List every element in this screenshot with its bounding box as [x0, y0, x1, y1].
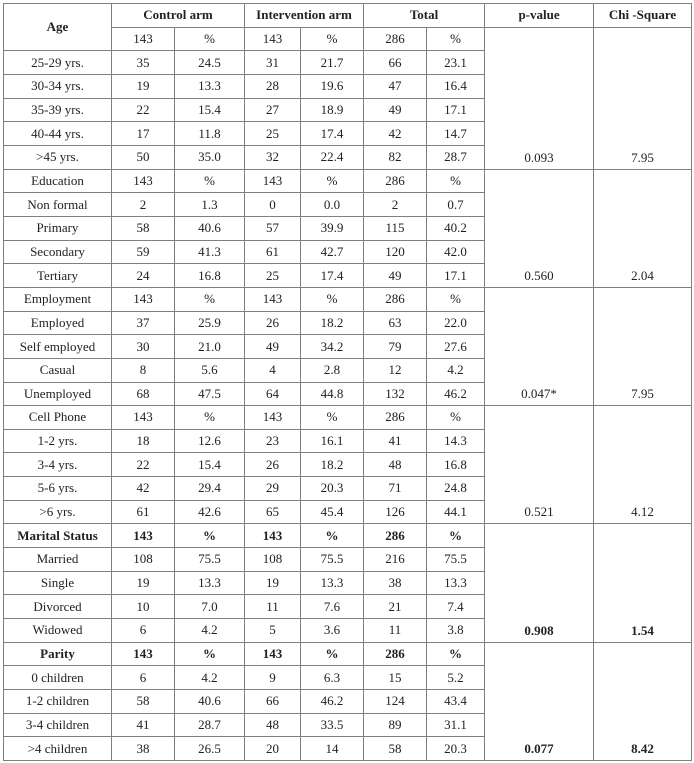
table-cell: 35 — [112, 51, 175, 75]
table-cell: 28 — [245, 74, 301, 98]
table-cell: 21.7 — [301, 51, 364, 75]
section-header-cell: 143 — [245, 524, 301, 548]
table-cell: 20.3 — [301, 477, 364, 501]
row-label: >45 yrs. — [4, 145, 112, 169]
table-cell: 49 — [364, 98, 427, 122]
section-header-cell: % — [427, 169, 485, 193]
table-cell: 16.1 — [301, 429, 364, 453]
header-row — [4, 4, 692, 28]
table-cell: 26.5 — [175, 737, 245, 761]
row-label: 25-29 yrs. — [4, 51, 112, 75]
table-cell: 75.5 — [175, 548, 245, 572]
table-cell: 10 — [112, 595, 175, 619]
section-header-cell: % — [301, 169, 364, 193]
row-label: 3-4 children — [4, 713, 112, 737]
table-cell: 89 — [364, 713, 427, 737]
table-cell: 25 — [245, 122, 301, 146]
table-cell: 22 — [112, 98, 175, 122]
table-cell: 42 — [364, 122, 427, 146]
subheader-cell: % — [175, 27, 245, 51]
section-header-row — [4, 406, 692, 430]
table-cell: 48 — [364, 453, 427, 477]
subheader-cell: 143 — [112, 27, 175, 51]
section-pvalue: 0.047* — [485, 287, 594, 405]
table-cell: 40.6 — [175, 690, 245, 714]
section-header-cell: % — [427, 642, 485, 666]
table-cell: 17.4 — [301, 264, 364, 288]
table-cell: 5 — [245, 619, 301, 643]
section-pvalue: 0.077 — [485, 642, 594, 760]
table-cell: 24 — [112, 264, 175, 288]
table-cell: 37 — [112, 311, 175, 335]
row-label: Single — [4, 571, 112, 595]
section-header-cell: 143 — [112, 524, 175, 548]
table-cell: 82 — [364, 145, 427, 169]
total-header: Total — [364, 4, 485, 28]
table-cell: 18.2 — [301, 453, 364, 477]
row-label: 1-2 children — [4, 690, 112, 714]
row-label: >6 yrs. — [4, 500, 112, 524]
table-cell: 29 — [245, 477, 301, 501]
section-header-cell: % — [301, 287, 364, 311]
table-cell: 27 — [245, 98, 301, 122]
section-header-cell: 143 — [245, 642, 301, 666]
table-cell: 44.1 — [427, 500, 485, 524]
row-label: Married — [4, 548, 112, 572]
section-pvalue: 0.560 — [485, 169, 594, 287]
table-cell: 34.2 — [301, 335, 364, 359]
table-cell: 61 — [245, 240, 301, 264]
table-cell: 41.3 — [175, 240, 245, 264]
table-cell: 120 — [364, 240, 427, 264]
section-header-row — [4, 287, 692, 311]
table-cell: 32 — [245, 145, 301, 169]
table-cell: 31 — [245, 51, 301, 75]
table-cell: 3.6 — [301, 619, 364, 643]
table-cell: 61 — [112, 500, 175, 524]
row-label: Casual — [4, 358, 112, 382]
section-header-cell: 286 — [364, 406, 427, 430]
row-label: Unemployed — [4, 382, 112, 406]
table-cell: 42.6 — [175, 500, 245, 524]
row-label: Divorced — [4, 595, 112, 619]
row-label: Secondary — [4, 240, 112, 264]
table-cell: 8 — [112, 358, 175, 382]
table-cell: 6 — [112, 619, 175, 643]
table-cell: 17.1 — [427, 98, 485, 122]
row-label: Widowed — [4, 619, 112, 643]
table-cell: 27.6 — [427, 335, 485, 359]
section-header-cell: % — [175, 406, 245, 430]
table-cell: 23.1 — [427, 51, 485, 75]
intervention-arm-header: Intervention arm — [245, 4, 364, 28]
row-label: 30-34 yrs. — [4, 74, 112, 98]
table-cell: 46.2 — [427, 382, 485, 406]
table-cell: 17.1 — [427, 264, 485, 288]
row-label: Employed — [4, 311, 112, 335]
section-title: Education — [4, 169, 112, 193]
section-chisq: 1.54 — [594, 524, 692, 642]
table-cell: 75.5 — [427, 548, 485, 572]
control-arm-header: Control arm — [112, 4, 245, 28]
table-cell: 0.7 — [427, 193, 485, 217]
section-header-cell: % — [427, 406, 485, 430]
section-chisq: 4.12 — [594, 406, 692, 524]
table-cell: 50 — [112, 145, 175, 169]
subheader-cell: 143 — [245, 27, 301, 51]
section-chisq: 8.42 — [594, 642, 692, 760]
table-cell: 59 — [112, 240, 175, 264]
table-cell: 24.5 — [175, 51, 245, 75]
table-cell: 17 — [112, 122, 175, 146]
subheader-cell: 286 — [364, 27, 427, 51]
table-cell: 13.3 — [175, 571, 245, 595]
row-label: Tertiary — [4, 264, 112, 288]
table-cell: 44.8 — [301, 382, 364, 406]
table-cell: 5.2 — [427, 666, 485, 690]
table-cell: 124 — [364, 690, 427, 714]
table-cell: 29.4 — [175, 477, 245, 501]
section-title: Marital Status — [4, 524, 112, 548]
table-cell: 23 — [245, 429, 301, 453]
table-cell: 39.9 — [301, 216, 364, 240]
table-cell: 38 — [112, 737, 175, 761]
table-cell: 13.3 — [175, 74, 245, 98]
section-header-cell: % — [301, 524, 364, 548]
table-cell: 75.5 — [301, 548, 364, 572]
table-cell: 1.3 — [175, 193, 245, 217]
table-cell: 19 — [245, 571, 301, 595]
table-cell: 64 — [245, 382, 301, 406]
table-cell: 16.8 — [427, 453, 485, 477]
table-cell: 35.0 — [175, 145, 245, 169]
row-label: 40-44 yrs. — [4, 122, 112, 146]
row-label: Primary — [4, 216, 112, 240]
age-pvalue: 0.093 — [485, 27, 594, 169]
section-header-cell: 143 — [245, 287, 301, 311]
table-cell: 49 — [364, 264, 427, 288]
table-cell: 21 — [364, 595, 427, 619]
subheader-cell: % — [427, 27, 485, 51]
table-cell: 28.7 — [427, 145, 485, 169]
section-header-cell: 143 — [112, 642, 175, 666]
table-cell: 63 — [364, 311, 427, 335]
table-cell: 18.2 — [301, 311, 364, 335]
age-chisq: 7.95 — [594, 27, 692, 169]
table-cell: 16.8 — [175, 264, 245, 288]
table-cell: 43.4 — [427, 690, 485, 714]
table-cell: 41 — [364, 429, 427, 453]
table-cell: 24.8 — [427, 477, 485, 501]
section-header-row — [4, 524, 692, 548]
section-header-cell: % — [175, 642, 245, 666]
table-cell: 2 — [364, 193, 427, 217]
table-cell: 11 — [245, 595, 301, 619]
table-cell: 6.3 — [301, 666, 364, 690]
section-header-cell: % — [301, 642, 364, 666]
section-header-cell: 143 — [245, 169, 301, 193]
row-label: 3-4 yrs. — [4, 453, 112, 477]
table-cell: 57 — [245, 216, 301, 240]
table-cell: 2.8 — [301, 358, 364, 382]
section-header-row — [4, 169, 692, 193]
table-cell: 42.7 — [301, 240, 364, 264]
pvalue-header: p-value — [485, 4, 594, 28]
table-cell: 14.3 — [427, 429, 485, 453]
chisq-header: Chi -Square — [594, 4, 692, 28]
section-header-cell: 143 — [112, 287, 175, 311]
table-cell: 18.9 — [301, 98, 364, 122]
table-cell: 12.6 — [175, 429, 245, 453]
table-cell: 4.2 — [427, 358, 485, 382]
table-cell: 58 — [112, 216, 175, 240]
table-cell: 48 — [245, 713, 301, 737]
table-cell: 40.2 — [427, 216, 485, 240]
table-cell: 108 — [112, 548, 175, 572]
row-label: Self employed — [4, 335, 112, 359]
section-header-cell: % — [175, 524, 245, 548]
table-cell: 15.4 — [175, 453, 245, 477]
table-cell: 3.8 — [427, 619, 485, 643]
row-label: 0 children — [4, 666, 112, 690]
table-cell: 20 — [245, 737, 301, 761]
table-cell: 40.6 — [175, 216, 245, 240]
table-cell: 26 — [245, 453, 301, 477]
section-header-row — [4, 642, 692, 666]
row-label: 5-6 yrs. — [4, 477, 112, 501]
section-header-cell: 143 — [245, 406, 301, 430]
table-cell: 0 — [245, 193, 301, 217]
table-cell: 18 — [112, 429, 175, 453]
table-cell: 5.6 — [175, 358, 245, 382]
table-cell: 65 — [245, 500, 301, 524]
table-cell: 25.9 — [175, 311, 245, 335]
table-cell: 216 — [364, 548, 427, 572]
section-pvalue: 0.908 — [485, 524, 594, 642]
section-header-cell: 286 — [364, 169, 427, 193]
table-cell: 42 — [112, 477, 175, 501]
row-label: 35-39 yrs. — [4, 98, 112, 122]
table-cell: 115 — [364, 216, 427, 240]
table-cell: 46.2 — [301, 690, 364, 714]
table-cell: 45.4 — [301, 500, 364, 524]
table-cell: 33.5 — [301, 713, 364, 737]
table-cell: 7.4 — [427, 595, 485, 619]
demographics-table — [3, 3, 692, 761]
table-cell: 4.2 — [175, 666, 245, 690]
section-header-cell: 143 — [112, 406, 175, 430]
table-cell: 19 — [112, 571, 175, 595]
section-header-cell: % — [175, 169, 245, 193]
table-cell: 66 — [245, 690, 301, 714]
table-cell: 13.3 — [427, 571, 485, 595]
subheader-cell: % — [301, 27, 364, 51]
table-cell: 66 — [364, 51, 427, 75]
table-cell: 11 — [364, 619, 427, 643]
section-header-cell: % — [427, 524, 485, 548]
table-cell: 16.4 — [427, 74, 485, 98]
section-title: Employment — [4, 287, 112, 311]
table-cell: 14 — [301, 737, 364, 761]
section-title: Parity — [4, 642, 112, 666]
section-header-cell: 143 — [112, 169, 175, 193]
table-cell: 19.6 — [301, 74, 364, 98]
table-cell: 26 — [245, 311, 301, 335]
table-cell: 41 — [112, 713, 175, 737]
table-cell: 38 — [364, 571, 427, 595]
section-chisq: 7.95 — [594, 287, 692, 405]
table-cell: 19 — [112, 74, 175, 98]
row-label: 1-2 yrs. — [4, 429, 112, 453]
table-cell: 132 — [364, 382, 427, 406]
table-cell: 17.4 — [301, 122, 364, 146]
table-cell: 25 — [245, 264, 301, 288]
table-cell: 14.7 — [427, 122, 485, 146]
table-cell: 71 — [364, 477, 427, 501]
section-title: Cell Phone — [4, 406, 112, 430]
section-header-cell: % — [175, 287, 245, 311]
table-cell: 49 — [245, 335, 301, 359]
row-label: >4 children — [4, 737, 112, 761]
section-header-cell: 286 — [364, 524, 427, 548]
table-cell: 7.0 — [175, 595, 245, 619]
table-cell: 4 — [245, 358, 301, 382]
section-header-cell: % — [427, 287, 485, 311]
age-header: Age — [4, 4, 112, 51]
table-cell: 126 — [364, 500, 427, 524]
table-cell: 11.8 — [175, 122, 245, 146]
table-cell: 28.7 — [175, 713, 245, 737]
section-header-cell: 286 — [364, 642, 427, 666]
table-cell: 4.2 — [175, 619, 245, 643]
table-cell: 15 — [364, 666, 427, 690]
table-cell: 9 — [245, 666, 301, 690]
table-cell: 108 — [245, 548, 301, 572]
table-cell: 21.0 — [175, 335, 245, 359]
table-cell: 6 — [112, 666, 175, 690]
table-cell: 68 — [112, 382, 175, 406]
table-cell: 12 — [364, 358, 427, 382]
table-cell: 0.0 — [301, 193, 364, 217]
table-cell: 42.0 — [427, 240, 485, 264]
table-cell: 7.6 — [301, 595, 364, 619]
section-header-cell: 286 — [364, 287, 427, 311]
table-cell: 15.4 — [175, 98, 245, 122]
table-cell: 22.4 — [301, 145, 364, 169]
section-pvalue: 0.521 — [485, 406, 594, 524]
section-chisq: 2.04 — [594, 169, 692, 287]
table-cell: 31.1 — [427, 713, 485, 737]
table-cell: 2 — [112, 193, 175, 217]
table-cell: 58 — [112, 690, 175, 714]
table-cell: 47.5 — [175, 382, 245, 406]
table-cell: 58 — [364, 737, 427, 761]
table-cell: 47 — [364, 74, 427, 98]
row-label: Non formal — [4, 193, 112, 217]
section-header-cell: % — [301, 406, 364, 430]
table-cell: 13.3 — [301, 571, 364, 595]
table-cell: 22.0 — [427, 311, 485, 335]
table-cell: 22 — [112, 453, 175, 477]
table-cell: 20.3 — [427, 737, 485, 761]
table-cell: 79 — [364, 335, 427, 359]
table-cell: 30 — [112, 335, 175, 359]
